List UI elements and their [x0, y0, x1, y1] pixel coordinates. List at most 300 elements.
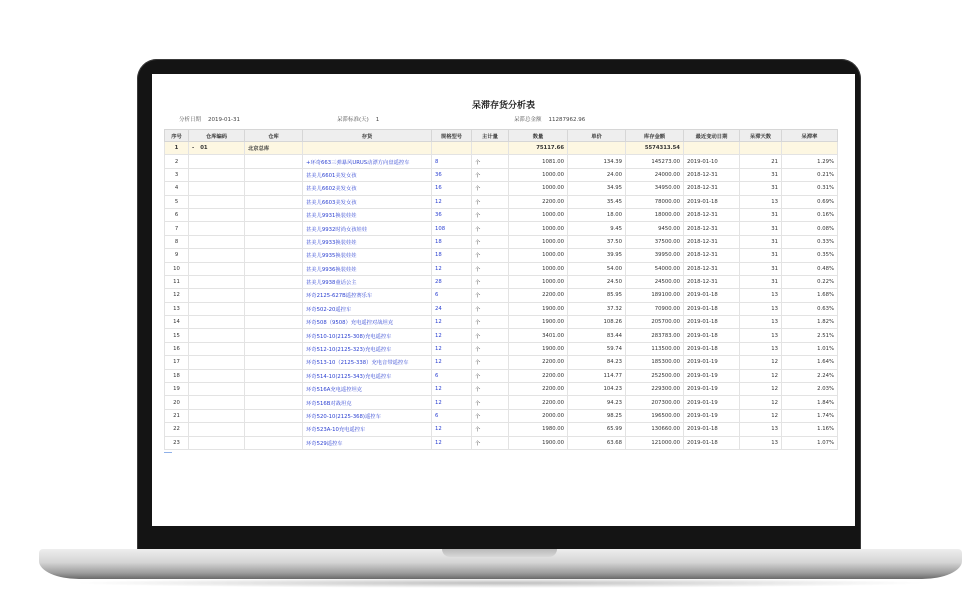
- row-unit: 个: [472, 342, 509, 355]
- table-header-row: [165, 130, 838, 142]
- row-spec: 12: [432, 423, 472, 436]
- row-item-link[interactable]: 环奇510-10(2125-308)充电遥控车: [303, 329, 432, 342]
- row-spec: 12: [432, 383, 472, 396]
- row-spec: 18: [432, 235, 472, 248]
- row-unit: 个: [472, 235, 509, 248]
- row-spec: 12: [432, 316, 472, 329]
- row-days: 12: [740, 356, 782, 369]
- row-seq: 4: [165, 182, 189, 195]
- row-days: 31: [740, 249, 782, 262]
- row-date: 2019-01-18: [684, 342, 740, 355]
- row-amount: 196500.00: [626, 409, 684, 422]
- row-price: 24.00: [568, 168, 626, 181]
- row-item-link[interactable]: 环奇512-10(2125-323)充电遥控车: [303, 342, 432, 355]
- stagnant-amount-value: 11287962.96: [548, 117, 586, 123]
- row-qty: 1000.00: [509, 182, 568, 195]
- row-warehouse: [245, 275, 303, 288]
- row-amount: 130660.00: [626, 423, 684, 436]
- row-rate: 0.35%: [782, 249, 838, 262]
- row-item-link[interactable]: 环奇2125-627B遥控赛乐车: [303, 289, 432, 302]
- meta-analysis-date: 分析日期 2019-01-31: [179, 117, 240, 123]
- row-warehouse: [245, 436, 303, 449]
- row-price: 39.95: [568, 249, 626, 262]
- column-header[interactable]: 仓库编码: [189, 130, 245, 142]
- row-qty: 2200.00: [509, 356, 568, 369]
- table-row[interactable]: [165, 396, 838, 409]
- row-amount: 37500.00: [626, 235, 684, 248]
- row-warehouse: [245, 342, 303, 355]
- row-seq: 3: [165, 168, 189, 181]
- meta-stagnant-standard: 呆滞标准(天) 1: [337, 117, 380, 123]
- table-row[interactable]: [165, 329, 838, 342]
- row-amount: 207300.00: [626, 396, 684, 409]
- table-row[interactable]: [165, 436, 838, 449]
- row-unit: 个: [472, 182, 509, 195]
- row-rate: 2.51%: [782, 329, 838, 342]
- report-table-container[interactable]: [164, 129, 837, 450]
- row-date: 2019-01-18: [684, 195, 740, 208]
- row-spec: 6: [432, 369, 472, 382]
- table-row[interactable]: [165, 342, 838, 355]
- row-qty: 1000.00: [509, 275, 568, 288]
- row-unit: 个: [472, 329, 509, 342]
- row-warehouse-code: [189, 396, 245, 409]
- row-warehouse: [245, 329, 303, 342]
- stagnant-standard-value: 1: [375, 117, 380, 123]
- row-date: 2018-12-31: [684, 249, 740, 262]
- row-warehouse: [245, 235, 303, 248]
- row-warehouse-code: [189, 383, 245, 396]
- row-item-link[interactable]: 环奇514-10(2125-343)充电遥控车: [303, 369, 432, 382]
- row-item-link[interactable]: 甚美儿9936换装娃娃: [303, 262, 432, 275]
- row-seq: 10: [165, 262, 189, 275]
- row-rate: 1.82%: [782, 316, 838, 329]
- row-seq: 7: [165, 222, 189, 235]
- row-spec: 28: [432, 275, 472, 288]
- row-seq: 17: [165, 356, 189, 369]
- row-price: 37.50: [568, 235, 626, 248]
- row-rate: 1.68%: [782, 289, 838, 302]
- row-warehouse-code: [189, 262, 245, 275]
- row-warehouse-code: [189, 222, 245, 235]
- row-rate: 1.16%: [782, 423, 838, 436]
- row-unit: 个: [472, 356, 509, 369]
- row-amount: 252500.00: [626, 369, 684, 382]
- row-qty: 3401.00: [509, 329, 568, 342]
- table-row[interactable]: [165, 356, 838, 369]
- row-warehouse-code: [189, 208, 245, 221]
- row-warehouse: [245, 222, 303, 235]
- row-date: 2019-01-18: [684, 302, 740, 315]
- row-date: 2019-01-18: [684, 423, 740, 436]
- row-warehouse-code: [189, 316, 245, 329]
- row-days: 13: [740, 316, 782, 329]
- stagnant-inventory-table: [164, 129, 838, 450]
- row-date: 2019-01-18: [684, 329, 740, 342]
- row-seq: 8: [165, 235, 189, 248]
- column-header[interactable]: 规格型号: [432, 130, 472, 142]
- row-qty: 1900.00: [509, 316, 568, 329]
- row-date: 2018-12-31: [684, 208, 740, 221]
- row-price: 59.74: [568, 342, 626, 355]
- table-row[interactable]: [165, 302, 838, 315]
- row-item-link[interactable]: 环奇516B对战坦克: [303, 396, 432, 409]
- row-rate: 0.22%: [782, 275, 838, 288]
- row-rate: 1.01%: [782, 342, 838, 355]
- scroll-indicator[interactable]: [164, 452, 172, 453]
- row-unit: 个: [472, 316, 509, 329]
- row-amount: 145273.00: [626, 155, 684, 168]
- row-qty: 2200.00: [509, 289, 568, 302]
- table-row[interactable]: [165, 423, 838, 436]
- row-days: 31: [740, 168, 782, 181]
- table-row[interactable]: [165, 262, 838, 275]
- row-seq: 22: [165, 423, 189, 436]
- row-rate: 1.84%: [782, 396, 838, 409]
- row-warehouse: [245, 356, 303, 369]
- row-spec: 12: [432, 342, 472, 355]
- row-unit: 个: [472, 396, 509, 409]
- row-item-link[interactable]: 甚美儿9935换装娃娃: [303, 249, 432, 262]
- column-header[interactable]: 序号: [165, 130, 189, 142]
- row-date: 2018-12-31: [684, 262, 740, 275]
- row-rate: 0.69%: [782, 195, 838, 208]
- row-date: 2019-01-19: [684, 383, 740, 396]
- row-warehouse-code: [189, 369, 245, 382]
- laptop-notch: [442, 549, 557, 557]
- row-unit: 个: [472, 262, 509, 275]
- row-days: 13: [740, 195, 782, 208]
- column-header[interactable]: 主计量: [472, 130, 509, 142]
- row-price: 63.68: [568, 436, 626, 449]
- row-warehouse-code: [189, 182, 245, 195]
- analysis-date-value: 2019-01-31: [208, 117, 240, 123]
- row-date: 2019-01-19: [684, 369, 740, 382]
- table-row[interactable]: [165, 195, 838, 208]
- row-warehouse: [245, 396, 303, 409]
- column-header[interactable]: 数量: [509, 130, 568, 142]
- row-qty: 1000.00: [509, 222, 568, 235]
- row-rate: 0.16%: [782, 208, 838, 221]
- row-item-link[interactable]: +环奇663三弹暴风URUS动漂方向盘遥控车: [303, 155, 432, 168]
- row-item-link[interactable]: 环奇520-10(2125-368)遥控车: [303, 409, 432, 422]
- row-warehouse-code: [189, 235, 245, 248]
- row-unit: 个: [472, 275, 509, 288]
- table-row[interactable]: [165, 316, 838, 329]
- table-row[interactable]: [165, 208, 838, 221]
- row-warehouse: [245, 302, 303, 315]
- row-amount: 54000.00: [626, 262, 684, 275]
- row-unit: 个: [472, 436, 509, 449]
- row-warehouse-code: [189, 342, 245, 355]
- row-date: 2019-01-18: [684, 436, 740, 449]
- row-seq: 6: [165, 208, 189, 221]
- row-unit: 个: [472, 302, 509, 315]
- row-item-link[interactable]: 甚美儿6601美发女孩: [303, 168, 432, 181]
- row-rate: 1.29%: [782, 155, 838, 168]
- row-price: 54.00: [568, 262, 626, 275]
- row-unit: 个: [472, 383, 509, 396]
- row-price: 18.00: [568, 208, 626, 221]
- summary-warehouse: 北京总库: [245, 142, 303, 155]
- row-rate: 2.24%: [782, 369, 838, 382]
- row-amount: 18000.00: [626, 208, 684, 221]
- row-price: 9.45: [568, 222, 626, 235]
- row-spec: 12: [432, 396, 472, 409]
- row-seq: 5: [165, 195, 189, 208]
- report-title: 呆滞存货分析表: [471, 101, 535, 111]
- row-days: 31: [740, 262, 782, 275]
- column-header[interactable]: 仓库: [245, 130, 303, 142]
- row-item-link[interactable]: 环奇523A-10充电遥控车: [303, 423, 432, 436]
- table-row[interactable]: [165, 168, 838, 181]
- row-warehouse: [245, 168, 303, 181]
- row-warehouse: [245, 182, 303, 195]
- row-warehouse-code: [189, 195, 245, 208]
- row-item-link[interactable]: 环奇516A充电遥控坦克: [303, 383, 432, 396]
- row-spec: 12: [432, 436, 472, 449]
- table-row[interactable]: [165, 249, 838, 262]
- collapse-toggle[interactable]: -: [192, 145, 195, 152]
- row-warehouse-code: [189, 249, 245, 262]
- row-amount: 205700.00: [626, 316, 684, 329]
- row-warehouse: [245, 316, 303, 329]
- row-rate: 1.07%: [782, 436, 838, 449]
- row-amount: 24000.00: [626, 168, 684, 181]
- table-row[interactable]: [165, 369, 838, 382]
- row-item-link[interactable]: 甚美儿9931换装娃娃: [303, 208, 432, 221]
- row-unit: 个: [472, 195, 509, 208]
- row-seq: 12: [165, 289, 189, 302]
- table-row[interactable]: [165, 289, 838, 302]
- row-amount: 24500.00: [626, 275, 684, 288]
- row-spec: 12: [432, 195, 472, 208]
- row-price: 24.50: [568, 275, 626, 288]
- row-spec: 36: [432, 208, 472, 221]
- row-seq: 16: [165, 342, 189, 355]
- row-item-link[interactable]: 环奇513-10（2125-338）充电音带遥控车: [303, 356, 432, 369]
- row-item-link[interactable]: 甚美儿6602美发女孩: [303, 182, 432, 195]
- row-unit: 个: [472, 208, 509, 221]
- row-spec: 12: [432, 329, 472, 342]
- row-amount: 189100.00: [626, 289, 684, 302]
- row-spec: 36: [432, 168, 472, 181]
- row-price: 34.95: [568, 182, 626, 195]
- row-warehouse-code: [189, 409, 245, 422]
- row-warehouse: [245, 262, 303, 275]
- row-qty: 1000.00: [509, 208, 568, 221]
- row-warehouse: [245, 289, 303, 302]
- row-seq: 9: [165, 249, 189, 262]
- row-unit: 个: [472, 409, 509, 422]
- laptop-screen: [152, 74, 855, 526]
- row-date: 2019-01-19: [684, 409, 740, 422]
- row-rate: 0.21%: [782, 168, 838, 181]
- row-date: 2019-01-18: [684, 289, 740, 302]
- row-days: 31: [740, 208, 782, 221]
- row-days: 13: [740, 302, 782, 315]
- row-rate: 0.63%: [782, 302, 838, 315]
- row-qty: 2200.00: [509, 396, 568, 409]
- row-days: 12: [740, 369, 782, 382]
- row-date: 2019-01-10: [684, 155, 740, 168]
- row-days: 31: [740, 235, 782, 248]
- row-price: 114.77: [568, 369, 626, 382]
- row-spec: 6: [432, 409, 472, 422]
- row-qty: 1900.00: [509, 302, 568, 315]
- row-item-link[interactable]: 甚美儿9938童话公主: [303, 275, 432, 288]
- row-seq: 11: [165, 275, 189, 288]
- row-amount: 229300.00: [626, 383, 684, 396]
- row-seq: 20: [165, 396, 189, 409]
- row-days: 12: [740, 396, 782, 409]
- laptop-shadow: [70, 578, 930, 588]
- row-warehouse-code: [189, 436, 245, 449]
- row-days: 13: [740, 423, 782, 436]
- row-price: 134.39: [568, 155, 626, 168]
- row-qty: 1000.00: [509, 235, 568, 248]
- table-row[interactable]: [165, 182, 838, 195]
- row-days: 13: [740, 436, 782, 449]
- row-rate: 0.31%: [782, 182, 838, 195]
- row-warehouse-code: [189, 289, 245, 302]
- summary-amount: 5574313.54: [626, 142, 684, 155]
- row-warehouse: [245, 409, 303, 422]
- row-warehouse-code: [189, 356, 245, 369]
- row-item-link[interactable]: 甚美儿9933换装娃娃: [303, 235, 432, 248]
- row-price: 108.26: [568, 316, 626, 329]
- row-days: 31: [740, 222, 782, 235]
- row-qty: 2200.00: [509, 383, 568, 396]
- row-spec: 108: [432, 222, 472, 235]
- row-warehouse: [245, 369, 303, 382]
- row-days: 12: [740, 409, 782, 422]
- column-header[interactable]: 库存金额: [626, 130, 684, 142]
- row-qty: 1980.00: [509, 423, 568, 436]
- row-qty: 1900.00: [509, 342, 568, 355]
- table-row[interactable]: [165, 155, 838, 168]
- row-days: 13: [740, 289, 782, 302]
- row-item-link[interactable]: 甚美儿9932时尚女孩娃娃: [303, 222, 432, 235]
- row-amount: 185300.00: [626, 356, 684, 369]
- row-rate: 0.33%: [782, 235, 838, 248]
- row-date: 2019-01-19: [684, 396, 740, 409]
- row-unit: 个: [472, 155, 509, 168]
- table-row[interactable]: [165, 275, 838, 288]
- row-spec: 16: [432, 182, 472, 195]
- row-spec: 18: [432, 249, 472, 262]
- row-qty: 1000.00: [509, 168, 568, 181]
- row-warehouse-code: [189, 302, 245, 315]
- row-qty: 2200.00: [509, 195, 568, 208]
- row-seq: 18: [165, 369, 189, 382]
- summary-qty: 75117.66: [509, 142, 568, 155]
- row-unit: 个: [472, 369, 509, 382]
- row-amount: 9450.00: [626, 222, 684, 235]
- row-item-link[interactable]: 甚美儿6603美发女孩: [303, 195, 432, 208]
- row-warehouse: [245, 195, 303, 208]
- row-price: 65.99: [568, 423, 626, 436]
- row-unit: 个: [472, 249, 509, 262]
- row-qty: 1000.00: [509, 249, 568, 262]
- row-days: 13: [740, 329, 782, 342]
- column-header[interactable]: 最近变动日期: [684, 130, 740, 142]
- table-row[interactable]: [165, 222, 838, 235]
- table-row[interactable]: [165, 235, 838, 248]
- row-price: 35.45: [568, 195, 626, 208]
- row-days: 13: [740, 342, 782, 355]
- row-unit: 个: [472, 423, 509, 436]
- row-spec: 8: [432, 155, 472, 168]
- row-qty: 2200.00: [509, 369, 568, 382]
- row-spec: 24: [432, 302, 472, 315]
- row-amount: 39950.00: [626, 249, 684, 262]
- summary-row[interactable]: [165, 142, 838, 155]
- row-amount: 113500.00: [626, 342, 684, 355]
- row-item-link[interactable]: 环奇529遥控车: [303, 436, 432, 449]
- row-warehouse: [245, 423, 303, 436]
- column-header[interactable]: 存货: [303, 130, 432, 142]
- table-row[interactable]: [165, 409, 838, 422]
- row-qty: 2000.00: [509, 409, 568, 422]
- row-seq: 14: [165, 316, 189, 329]
- row-amount: 70900.00: [626, 302, 684, 315]
- row-spec: 12: [432, 356, 472, 369]
- row-amount: 78000.00: [626, 195, 684, 208]
- row-price: 85.95: [568, 289, 626, 302]
- row-rate: 1.64%: [782, 356, 838, 369]
- row-price: 98.25: [568, 409, 626, 422]
- row-date: 2018-12-31: [684, 222, 740, 235]
- row-date: 2019-01-18: [684, 316, 740, 329]
- row-warehouse: [245, 155, 303, 168]
- row-unit: 个: [472, 289, 509, 302]
- column-header[interactable]: 单价: [568, 130, 626, 142]
- row-days: 21: [740, 155, 782, 168]
- summary-warehouse-code: - 01: [189, 142, 245, 155]
- row-seq: 2: [165, 155, 189, 168]
- row-warehouse-code: [189, 329, 245, 342]
- column-header[interactable]: 呆滞天数: [740, 130, 782, 142]
- row-seq: 15: [165, 329, 189, 342]
- row-warehouse-code: [189, 275, 245, 288]
- row-date: 2018-12-31: [684, 168, 740, 181]
- column-header[interactable]: 呆滞率: [782, 130, 838, 142]
- row-price: 37.32: [568, 302, 626, 315]
- row-seq: 23: [165, 436, 189, 449]
- row-date: 2018-12-31: [684, 182, 740, 195]
- row-warehouse-code: [189, 155, 245, 168]
- row-amount: 283783.00: [626, 329, 684, 342]
- row-days: 31: [740, 182, 782, 195]
- row-item-link[interactable]: 环奇502-20遥控车: [303, 302, 432, 315]
- row-warehouse: [245, 249, 303, 262]
- row-seq: 13: [165, 302, 189, 315]
- table-row[interactable]: [165, 383, 838, 396]
- row-spec: 6: [432, 289, 472, 302]
- summary-seq: 1: [165, 142, 189, 155]
- row-item-link[interactable]: 环奇508（9508）充电遥控对战坦克: [303, 316, 432, 329]
- row-seq: 19: [165, 383, 189, 396]
- row-rate: 2.03%: [782, 383, 838, 396]
- row-qty: 1000.00: [509, 262, 568, 275]
- row-warehouse: [245, 208, 303, 221]
- row-price: 94.23: [568, 396, 626, 409]
- row-date: 2019-01-19: [684, 356, 740, 369]
- row-qty: 1900.00: [509, 436, 568, 449]
- row-amount: 34950.00: [626, 182, 684, 195]
- row-qty: 1081.00: [509, 155, 568, 168]
